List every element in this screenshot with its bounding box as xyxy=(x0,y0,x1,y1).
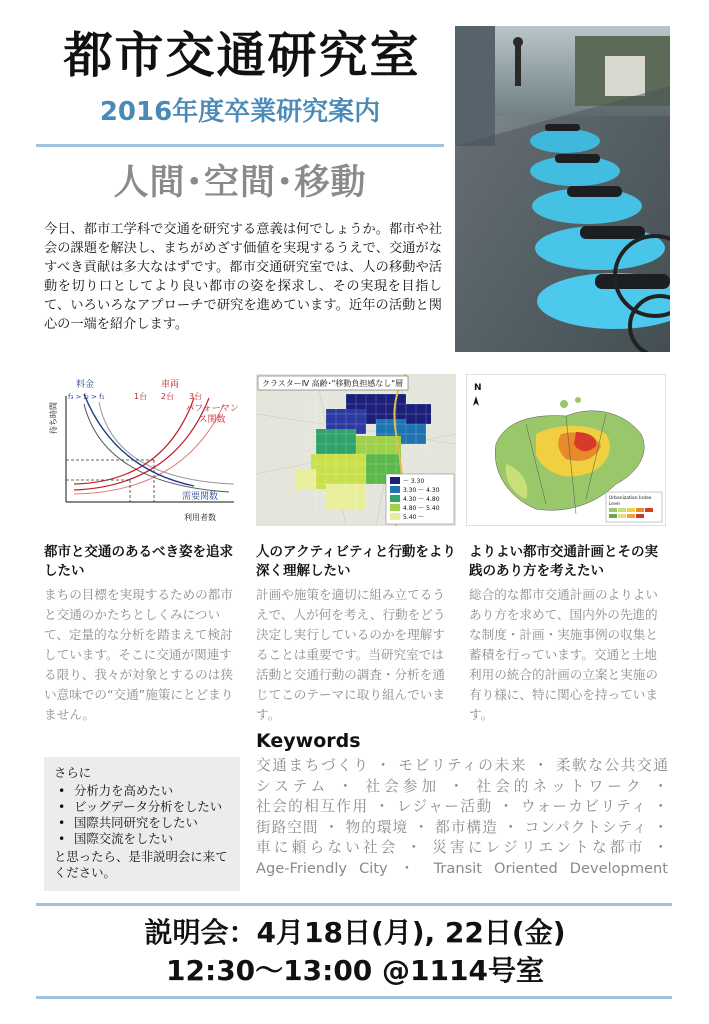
vehicle-label: 車両 xyxy=(161,380,180,390)
y-axis-label: 待ち時間 xyxy=(49,402,58,434)
keywords-heading: Keywords xyxy=(256,730,361,752)
header-divider xyxy=(36,144,444,147)
x-axis-label: 利用者数 xyxy=(184,513,216,522)
list-item: • ビッグデータ分析をしたい xyxy=(54,799,230,815)
mesh-map-caption: クラスターⅣ 高齢･"移動負担感なし"層 xyxy=(262,379,404,388)
fare-order-label: f₃ > f₂ > f₁ xyxy=(68,393,105,401)
bike-share-photo xyxy=(455,26,670,352)
north-arrow-icon: N xyxy=(474,383,482,393)
mesh-legend-1: ～ 3.30 xyxy=(403,478,425,485)
column-3-heading: よりよい都市交通計画とその実践のあり方を考えたい xyxy=(469,544,658,579)
page-title: 都市交通研究室 xyxy=(63,27,421,84)
slogan: 人間･空間･移動 xyxy=(113,163,367,203)
column-2-body: 計画や施策を適切に組み立てるうえで、人が何を考え、行動をどう決定し実行しているのかを理解することは重要です。当研究室では活動と交通行動の調査・分析を通じてこのテーマに取り組んでいます。 xyxy=(256,587,446,722)
urbanization-legend-subtitle: Level xyxy=(609,501,620,506)
list-item: • 分析力を高めたい xyxy=(54,783,230,799)
page-subtitle: 2016年度卒業研究案内 xyxy=(99,97,381,127)
vehicle-count-1: 1台 xyxy=(134,392,148,401)
urbanization-legend-title: Urbanization Index xyxy=(609,496,652,501)
keywords-list xyxy=(256,756,668,879)
activity-mesh-map xyxy=(256,374,456,526)
vehicle-count-2: 2台 xyxy=(161,392,175,401)
session-bottom-divider xyxy=(36,996,672,999)
intro-paragraph: 今日、都市工学科で交通を研究する意義は何でしょうか。都市や社会の課題を解決し、まちがめざす価値を実現するうえで、交通がなすべき貢献は多大なはずです。都市交通研究室では、人の移動や活動を切り口としてより良い都市の姿を探求し、その実現を目指して、いろいろなアプローチで研究を進めています。近年の活動と関心の一端を紹介します。 xyxy=(44,222,442,332)
mesh-legend-3: 4.30 ～ 4.80 xyxy=(403,496,440,503)
column-1-body: まちの目標を実現するための都市と交通のかたちとしくみについて、定量的な分析を踏まえて検討しています。そこに交通が関連する限り、我々が対象とするのは狭い意味での“交通”施策にとどまりません。 xyxy=(44,587,234,722)
callout-box xyxy=(44,757,240,891)
urbanization-map xyxy=(466,374,666,526)
keywords-line: システム ・ 社会参加 ・ 社会的ネットワーク ・ xyxy=(256,777,668,795)
keywords-line: 車に頼らない社会 ・ 災害にレジリエントな都市 ・ xyxy=(256,839,668,856)
callout-list xyxy=(54,783,230,847)
list-item: • 国際交流をしたい xyxy=(54,831,230,847)
session-top-divider xyxy=(36,903,672,906)
mesh-legend-4: 4.80 ～ 5.40 xyxy=(403,505,440,512)
callout-lead: さらに xyxy=(54,765,92,780)
session-date: 説明会：4月18日(月), 22日(金) xyxy=(144,916,566,949)
keywords-line: 社会的相互作用 ・ レジャー活動 ・ ウォーカビリティ ・ xyxy=(256,798,668,815)
keywords-line: 交通まちづくり ・ モビリティの未来 ・ 柔軟な公共交通 xyxy=(256,757,668,774)
mesh-legend-2: 3.30 ～ 4.30 xyxy=(403,487,440,494)
fare-label: 料金 xyxy=(76,380,95,390)
performance-function-label: パフォーマンス関数 xyxy=(185,404,239,425)
transport-economics-diagram xyxy=(44,374,240,526)
list-item: • 国際共同研究をしたい xyxy=(54,815,230,831)
keywords-line: 街路空間 ・ 物的環境 ・ 都市構造 ・ コンパクトシティ ・ xyxy=(256,818,668,836)
keywords-line: Age-Friendly City ・ Transit Oriented Development xyxy=(256,859,668,877)
vehicle-count-3: 3台 xyxy=(189,392,203,401)
callout-closing: と思ったら、是非説明会に来てください。 xyxy=(54,849,228,880)
session-time-room: 12:30～13:00 @1114号室 xyxy=(166,954,544,987)
column-3-body: 総合的な都市交通計画のよりよいあり方を求めて、国内外の先進的な制度・計画・実施事例の収集と蓄積を行っています。交通と土地利用の統合的計画の立案と実施の有り様に、特に関心を持っています。 xyxy=(469,587,658,722)
column-1-heading: 都市と交通のあるべき姿を追求したい xyxy=(44,544,233,579)
mesh-legend-5: 5.40 ～ xyxy=(403,514,425,521)
demand-function-label: 需要関数 xyxy=(182,492,219,502)
column-2-heading: 人のアクティビティと行動をより深く理解したい xyxy=(256,544,456,579)
